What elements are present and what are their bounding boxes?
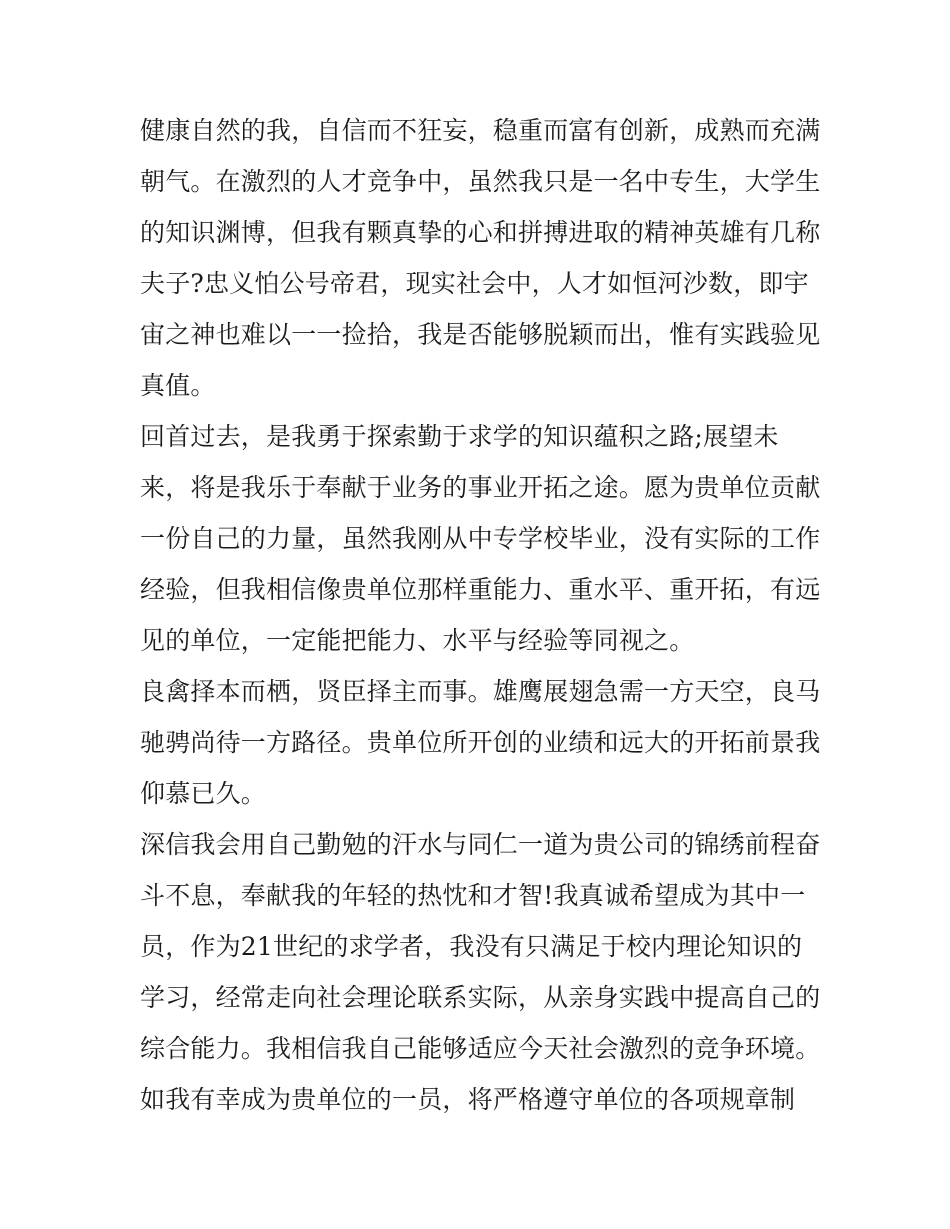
text-line: 夫子?忠义怕公号帝君，现实社会中，人才如恒河沙数，即宇 — [140, 269, 809, 298]
text-line: 见的单位，一定能把能力、水平与经验等同视之。 — [140, 626, 695, 655]
document-body — [140, 105, 820, 1125]
text-line: 良禽择本而栖，贤臣择主而事。雄鹰展翅急需一方天空，良马 — [140, 677, 821, 706]
text-line: 朝气。在激烈的人才竞争中，虽然我只是一名中专生，大学生 — [140, 167, 821, 196]
text-line: 学习，经常走向社会理论联系实际，从亲身实践中提高自己的 — [140, 983, 821, 1012]
text-line: 驰骋尚待一方路径。贵单位所开创的业绩和远大的开拓前景我 — [140, 728, 821, 757]
text-line: 员，作为21世纪的求学者，我没有只满足于校内理论知识的 — [140, 932, 803, 961]
text-line: 来，将是我乐于奉献于业务的事业开拓之途。愿为贵单位贡献 — [140, 473, 821, 502]
text-line: 的知识渊博，但我有颗真挚的心和拼搏进取的精神英雄有几称 — [140, 218, 821, 247]
text-line: 深信我会用自己勤勉的汗水与同仁一道为贵公司的锦绣前程奋 — [140, 830, 821, 859]
text-line: 宙之神也难以一一捡拾，我是否能够脱颖而出，惟有实践验见 — [140, 320, 821, 349]
text-line: 健康自然的我，自信而不狂妄，稳重而富有创新，成熟而充满 — [140, 116, 821, 145]
text-line: 如我有幸成为贵单位的一员，将严格遵守单位的各项规章制 — [140, 1085, 796, 1114]
text-line: 真值。 — [140, 371, 216, 400]
text-line: 一份自己的力量，虽然我刚从中专学校毕业，没有实际的工作 — [140, 524, 821, 553]
text-line: 斗不息，奉献我的年轻的热忱和才智!我真诚希望成为其中一 — [140, 881, 806, 910]
text-line: 回首过去，是我勇于探索勤于求学的知识蕴积之路;展望未 — [140, 422, 779, 451]
text-line: 仰慕已久。 — [140, 779, 267, 808]
text-line: 综合能力。我相信我自己能够适应今天社会激烈的竞争环境。 — [140, 1034, 821, 1063]
text-line: 经验，但我相信像贵单位那样重能力、重水平、重开拓，有远 — [140, 575, 821, 604]
